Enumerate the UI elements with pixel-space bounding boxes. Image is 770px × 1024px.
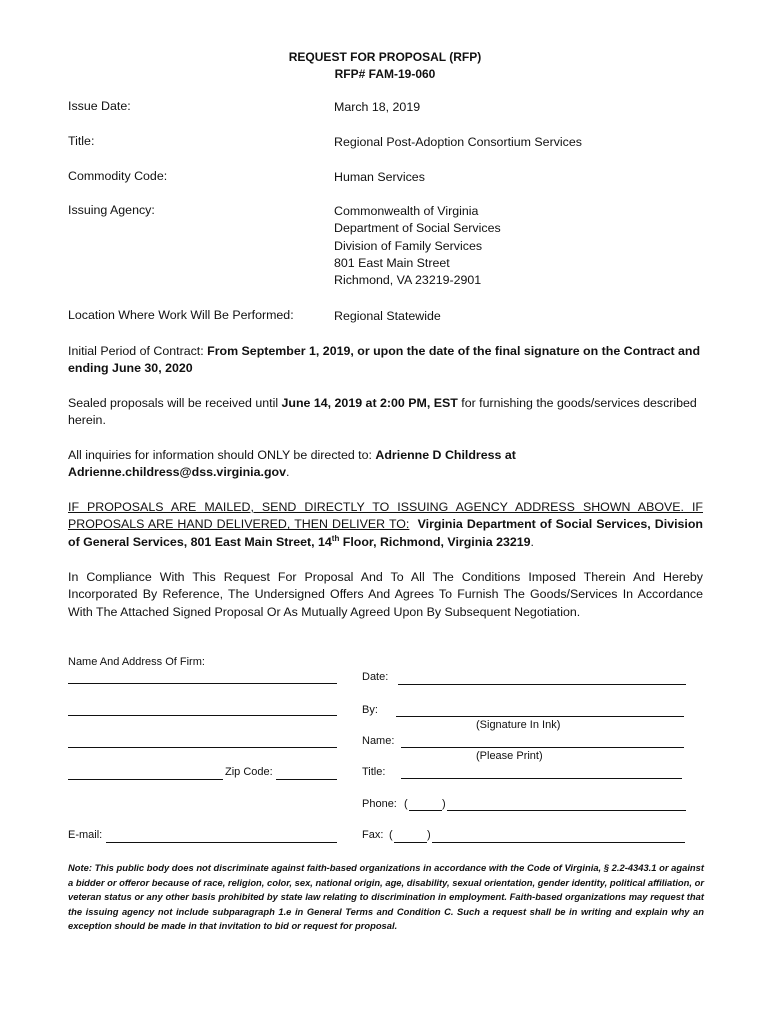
location-label: Location Where Work Will Be Performed: (68, 308, 294, 322)
sealed-proposals (68, 395, 703, 430)
sealed-deadline: June 14, 2019 at 2:00 PM, EST (281, 396, 458, 410)
inquiries-suffix: . (285, 465, 290, 480)
nondiscrimination-note: Note: This public body does not discriminate against faith-based organizations in accordance with the Code of Virginia, § 2.2-4343.1 or against a bidder or offeror because of race, religion, color, sex, national origin, age, disability, sexual orientation, gender identity, political affiliation, or veteran status or any other basis prohibited by state law relating to discrimination in employment. Faith-based organizations may request that the issuing agency not include subparagraph 1.e in General Terms and Condition C. Such a request shall be in writing and explain why an exception should be made in that invitation to bid or request for proposal. (68, 862, 704, 932)
phone-field[interactable] (447, 810, 686, 811)
sealed-suffix: for furnishing the goods/services described herein. (68, 396, 697, 428)
fax-paren-close: ) (427, 829, 431, 841)
phone-paren-close: ) (442, 798, 446, 810)
inquiries (68, 447, 703, 482)
email-label: E-mail: (68, 829, 103, 841)
agency-line: Richmond, VA 23219-2901 (334, 273, 482, 288)
contract-period-dates: From September 1, 2019, or upon the date of the final signature on the Contract and ending June 30, 2020 (68, 344, 701, 376)
fax-field[interactable] (432, 842, 685, 843)
issue-date-label: Issue Date: (68, 99, 131, 113)
commodity-code-label: Commodity Code: (68, 169, 168, 183)
agency-line: 801 East Main Street (334, 255, 450, 270)
sealed-prefix: Sealed proposals will be received until (68, 396, 282, 410)
by-label: By: (362, 704, 378, 716)
fax-area-code-field[interactable] (394, 842, 427, 843)
fax-label: Fax: (362, 829, 384, 841)
inquiries-prefix: All inquiries for information should ONLY be directed to: (68, 448, 376, 462)
floor-superscript: th (331, 533, 340, 543)
signature-field[interactable] (396, 716, 684, 717)
firm-line-4[interactable] (68, 779, 223, 780)
zip-code-label: Zip Code: (225, 766, 273, 778)
title-field[interactable] (401, 778, 682, 779)
date-label: Date: (362, 671, 389, 683)
print-hint: (Please Print) (476, 750, 543, 762)
mailing-instructions (68, 499, 703, 551)
issuing-agency-label: Issuing Agency: (68, 203, 155, 217)
commodity-code-value: Human Services (334, 170, 425, 184)
issuing-agency-address (334, 203, 501, 289)
name-field[interactable] (401, 747, 684, 748)
contract-period-label: Initial Period of Contract: (68, 344, 208, 358)
contract-period (68, 343, 703, 378)
title-field-label: Title: (362, 766, 386, 778)
fax-paren-open: ( (389, 829, 393, 841)
mailing-underlined: IF PROPOSALS ARE MAILED, SEND DIRECTLY TO ISSUING AGENCY ADDRESS SHOWN ABOVE. IF PROPOSALS ARE HAND DELIVERED, THEN DELIVER TO: (68, 500, 703, 532)
delivery-address-b: Floor, Richmond, Virginia 23219 (339, 534, 531, 549)
firm-line-3[interactable] (68, 747, 337, 748)
phone-area-code-field[interactable] (409, 810, 442, 811)
agency-line: Commonwealth of Virginia (334, 204, 479, 218)
date-field[interactable] (398, 684, 686, 685)
delivery-period: . (530, 534, 534, 549)
phone-paren-open: ( (404, 798, 408, 810)
agency-line: Division of Family Services (334, 238, 483, 253)
agency-line: Department of Social Services (334, 221, 501, 236)
compliance-statement: In Compliance With This Request For Proposal And To All The Conditions Imposed Therein And Hereby Incorporated By Reference, The Undersigned Offers And Agrees To Furnish The Goods/Services In Accordance With The Attached Signed Proposal Or As Mutually Agreed Upon By Subsequent Negotiation. (68, 570, 703, 619)
document-title: REQUEST FOR PROPOSAL (RFP) (288, 50, 482, 64)
title-label: Title: (68, 134, 95, 148)
firm-line-1[interactable] (68, 683, 337, 684)
location-value: Regional Statewide (334, 309, 441, 323)
signature-hint: (Signature In Ink) (476, 719, 561, 731)
name-label: Name: (362, 735, 395, 747)
rfp-number: RFP# FAM-19-060 (334, 67, 436, 81)
zip-code-field[interactable] (276, 779, 337, 780)
phone-label: Phone: (362, 798, 397, 810)
firm-line-2[interactable] (68, 715, 337, 716)
title-value: Regional Post-Adoption Consortium Services (334, 135, 582, 149)
inquiries-contact: Adrienne D Childress at Adrienne.childress@dss.virginia.gov (68, 448, 516, 480)
delivery-address-a: Virginia Department of Social Services, Division of General Services, 801 East Main Street, 14 (68, 517, 703, 549)
issue-date-value: March 18, 2019 (334, 100, 421, 114)
email-field[interactable] (106, 842, 337, 843)
name-address-label: Name And Address Of Firm: (68, 656, 205, 668)
